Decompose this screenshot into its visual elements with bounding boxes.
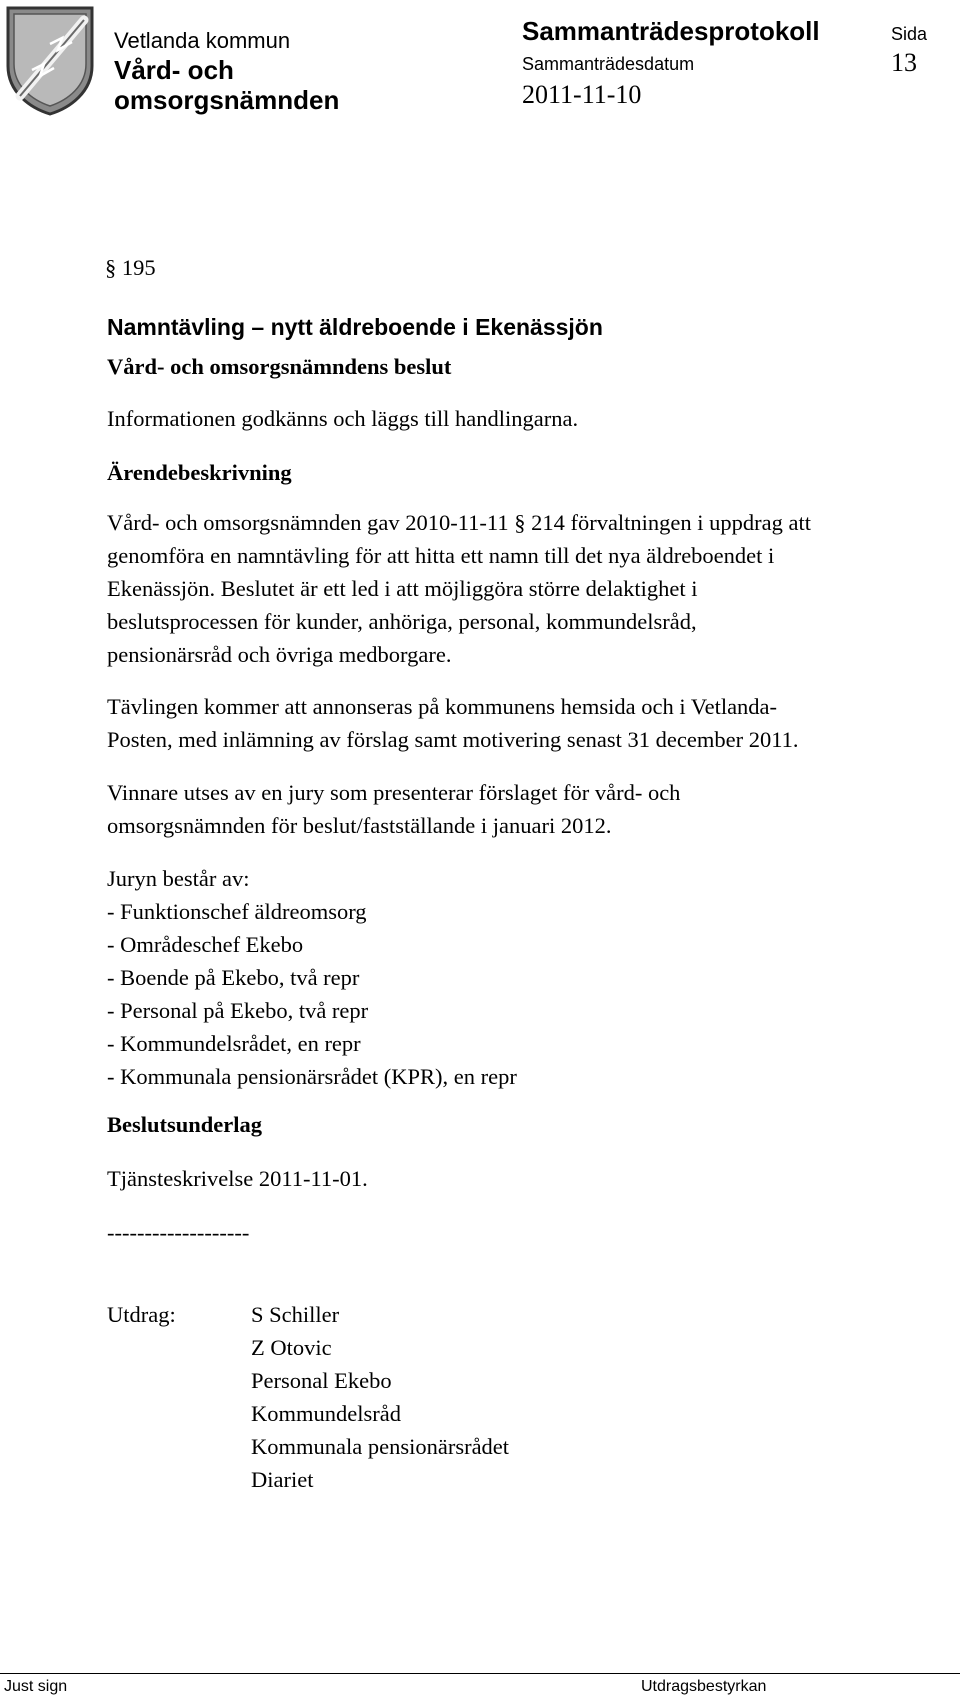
- jury-member: - Kommundelsrådet, en repr: [107, 1031, 361, 1056]
- description-line: Ekenässjön. Beslutet är ett led i att möjliggöra större delaktighet i: [107, 576, 698, 601]
- winner-line: Vinnare utses av en jury som presenterar förslaget för vård- och: [107, 780, 681, 805]
- committee-name-line2: omsorgsnämnden: [114, 85, 340, 115]
- page-number: 13: [891, 48, 917, 77]
- competition-paragraph: [107, 690, 947, 756]
- jury-member: - Kommunala pensionärsrådet (KPR), en repr: [107, 1064, 517, 1089]
- extract-recipient: S Schiller: [251, 1302, 340, 1327]
- jury-member-list: [107, 895, 517, 1093]
- paragraph-number: § 195: [105, 255, 156, 280]
- meeting-date: 2011-11-10: [522, 80, 642, 109]
- extract-recipient: Personal Ekebo: [251, 1368, 392, 1393]
- description-heading: Ärendebeskrivning: [107, 460, 292, 485]
- page-label: Sida: [891, 24, 928, 44]
- basis-heading: Beslutsunderlag: [107, 1112, 263, 1137]
- extract-recipient: Kommunala pensionärsrådet: [251, 1434, 510, 1459]
- competition-line: Posten, med inlämning av förslag samt motivering senast 31 december 2011.: [107, 727, 799, 752]
- description-line: beslutsprocessen för kunder, anhöriga, personal, kommundelsråd,: [107, 609, 697, 634]
- section-title: Namntävling – nytt äldreboende i Ekenässjön: [107, 314, 603, 340]
- description-line: genomföra en namntävling för att hitta ett namn till det nya äldreboendet i: [107, 543, 775, 568]
- extract-recipient: Z Otovic: [251, 1335, 332, 1360]
- extract-recipient-list: [251, 1298, 509, 1496]
- footer-certification-label: Utdragsbestyrkan: [641, 1678, 767, 1695]
- jury-member: - Funktionschef äldreomsorg: [107, 899, 367, 924]
- competition-line: Tävlingen kommer att annonseras på kommunens hemsida och i Vetlanda-: [107, 694, 778, 719]
- winner-paragraph: [107, 776, 947, 842]
- footer-divider: [0, 1673, 960, 1674]
- separator-line: -------------------: [107, 1220, 250, 1245]
- municipality-coat-of-arms-logo: [4, 4, 96, 118]
- description-paragraph: [107, 506, 947, 671]
- extract-label: Utdrag:: [107, 1302, 176, 1327]
- meeting-date-label: Sammanträdesdatum: [522, 54, 695, 74]
- extract-recipient: Kommundelsråd: [251, 1401, 401, 1426]
- description-line: Vård- och omsorgsnämnden gav 2010-11-11 § 214 förvaltningen i uppdrag att: [107, 510, 812, 535]
- municipality-name: Vetlanda kommun: [114, 28, 291, 53]
- decision-text: Informationen godkänns och läggs till handlingarna.: [107, 406, 579, 431]
- basis-text: Tjänsteskrivelse 2011-11-01.: [107, 1166, 368, 1191]
- decision-heading: Vård- och omsorgsnämndens beslut: [107, 354, 452, 379]
- document-title: Sammanträdesprotokoll: [522, 16, 820, 46]
- winner-line: omsorgsnämnden för beslut/fastställande i januari 2012.: [107, 813, 612, 838]
- committee-name-line1: Vård- och: [114, 55, 234, 85]
- description-line: pensionärsråd och övriga medborgare.: [107, 642, 452, 667]
- jury-member: - Områdeschef Ekebo: [107, 932, 304, 957]
- footer-signature-label: Just sign: [4, 1678, 68, 1695]
- jury-intro: Juryn består av:: [107, 866, 250, 891]
- jury-member: - Boende på Ekebo, två repr: [107, 965, 360, 990]
- jury-member: - Personal på Ekebo, två repr: [107, 998, 369, 1023]
- extract-recipient: Diariet: [251, 1467, 314, 1492]
